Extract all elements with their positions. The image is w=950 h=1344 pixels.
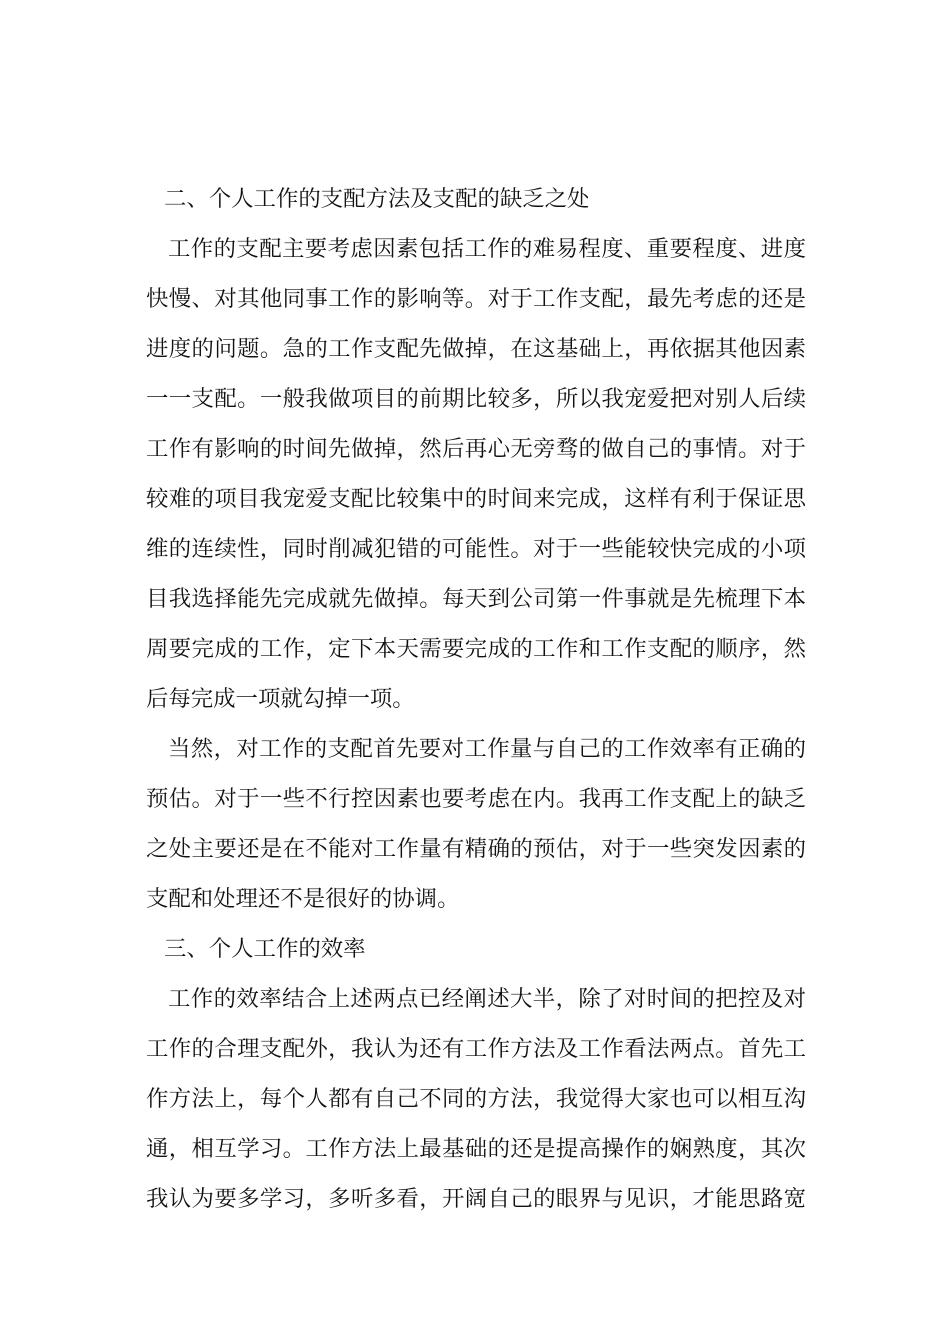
paragraph-line: 预估。对于一些不行控因素也要考虑在内。我再工作支配上的缺乏 bbox=[146, 786, 806, 812]
section-heading: 三、个人工作的效率 bbox=[164, 936, 366, 962]
paragraph-line: 周要完成的工作，定下本天需要完成的工作和工作支配的顺序，然 bbox=[146, 636, 806, 662]
paragraph-line: 目我选择能先完成就先做掉。每天到公司第一件事就是先梳理下本 bbox=[146, 586, 806, 612]
paragraph-line: 作方法上，每个人都有自己不同的方法，我觉得大家也可以相互沟 bbox=[146, 1086, 806, 1112]
paragraph-line: 我认为要多学习，多听多看，开阔自己的眼界与见识，才能思路宽 bbox=[146, 1186, 806, 1212]
paragraph-line: 进度的问题。急的工作支配先做掉，在这基础上，再依据其他因素 bbox=[146, 336, 806, 362]
paragraph-line: 支配和处理还不是很好的协调。 bbox=[146, 886, 460, 912]
paragraph-line: 通，相互学习。工作方法上最基础的还是提高操作的娴熟度，其次 bbox=[146, 1136, 806, 1162]
paragraph-line: 较难的项目我宠爱支配比较集中的时间来完成，这样有利于保证思 bbox=[146, 486, 806, 512]
paragraph-line: 工作的效率结合上述两点已经阐述大半，除了对时间的把控及对 bbox=[168, 986, 806, 1012]
paragraph-line: 快慢、对其他同事工作的影响等。对于工作支配，最先考虑的还是 bbox=[146, 286, 806, 312]
paragraph-line: 当然，对工作的支配首先要对工作量与自己的工作效率有正确的 bbox=[168, 736, 806, 762]
paragraph-line: 维的连续性，同时削减犯错的可能性。对于一些能较快完成的小项 bbox=[146, 536, 806, 562]
paragraph-line: 工作的合理支配外，我认为还有工作方法及工作看法两点。首先工 bbox=[146, 1036, 806, 1062]
paragraph-line: 一一支配。一般我做项目的前期比较多，所以我宠爱把对别人后续 bbox=[146, 386, 806, 412]
paragraph-line: 工作的支配主要考虑因素包括工作的难易程度、重要程度、进度 bbox=[168, 236, 806, 262]
section-heading: 二、个人工作的支配方法及支配的缺乏之处 bbox=[164, 186, 590, 212]
paragraph-line: 工作有影响的时间先做掉，然后再心无旁骛的做自己的事情。对于 bbox=[146, 436, 806, 462]
paragraph-line: 之处主要还是在不能对工作量有精确的预估，对于一些突发因素的 bbox=[146, 836, 806, 862]
paragraph-line: 后每完成一项就勾掉一项。 bbox=[146, 686, 415, 712]
